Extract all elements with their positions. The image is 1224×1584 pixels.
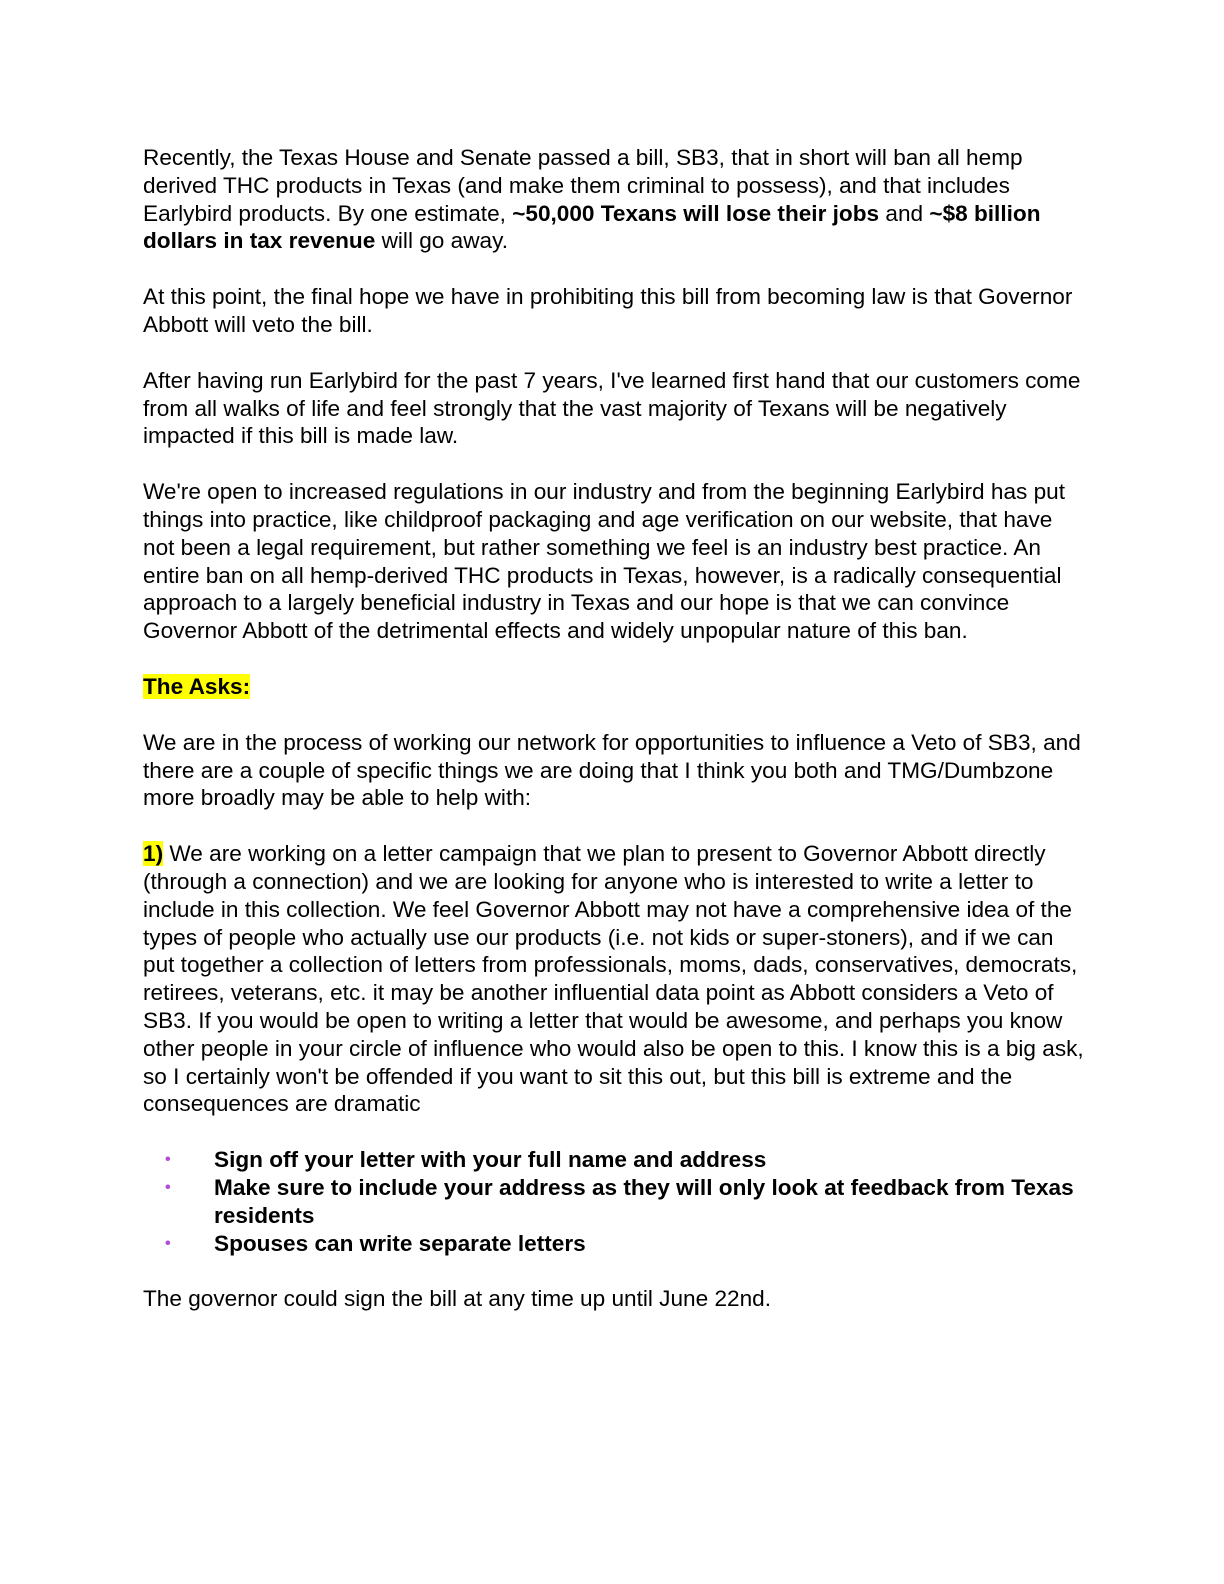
list-item-text: Spouses can write separate letters (214, 1230, 586, 1256)
intro-text: Recently, the Texas House and Senate passed a bill, SB3, that in short will ban all hemp derived THC products in Texas (and make them criminal to possess), and that includes Earlybird products. By one estimate, (143, 145, 1023, 226)
veto-hope-paragraph: At this point, the final hope we have in prohibiting this bill from becoming law is that Governor Abbott will veto the bill. (143, 284, 1073, 337)
bullet-icon: • (165, 1178, 171, 1196)
letter-campaign-text: We are working on a letter campaign that we plan to present to Governor Abbott directly (through a connection) and we are looking for anyone who is interested to write a letter to include in this collection. We feel Governor Abbott may not have a comprehensive idea of the types of people who actually use our products (i.e. not kids or super-stoners), and if we can put together a collection of letters from professionals, moms, dads, conservatives, democrats, retirees, veterans, etc. it may be another influential data point as Abbott considers a Veto of SB3. If you would be open to writing a letter that would be awesome, and perhaps you know other people in your circle of influence who would also be open to this. I know this is a big ask, so I certainly won't be offended if you want to sit this out, but this bill is extreme and the consequences are dramatic (143, 841, 1084, 1117)
bullet-icon: • (165, 1234, 171, 1252)
list-item (143, 1174, 1084, 1230)
intro-paragraph (143, 144, 1084, 255)
bullet-icon: • (165, 1151, 171, 1169)
customers-paragraph: After having run Earlybird for the past 7 years, I've learned first hand that our customers come from all walks of life and feel strongly that the vast majority of Texans will be negatively impacted if this bill is made law. (143, 367, 1081, 449)
deadline-paragraph: The governor could sign the bill at any time up until June 22nd. (143, 1286, 771, 1312)
list-item (143, 1146, 1084, 1174)
asks-heading: The Asks: (143, 673, 251, 699)
list-item (143, 1230, 1084, 1258)
intro-text-end: will go away. (375, 228, 508, 254)
tax-revenue-stat: ~$8 billion dollars in tax revenue (143, 200, 1041, 254)
letter-instructions-list (143, 1146, 1084, 1257)
list-item-text: Make sure to include your address as they will only look at feedback from Texas residents (214, 1174, 1074, 1228)
network-paragraph: We are in the process of working our network for opportunities to influence a Veto of SB3, and there are a couple of specific things we are doing that I think you both and TMG/Dumbzone more broadly may be able to help with: (143, 729, 1081, 811)
asks-heading-paragraph (143, 673, 1084, 701)
letter-campaign-paragraph (143, 840, 1084, 1118)
jobs-lost-stat: ~50,000 Texans will lose their jobs (512, 200, 880, 226)
intro-text-joiner: and (879, 200, 930, 226)
list-item-text: Sign off your letter with your full name and address (214, 1147, 767, 1173)
ask-number: 1) (143, 841, 164, 867)
regulations-paragraph: We're open to increased regulations in our industry and from the beginning Earlybird has put things into practice, like childproof packaging and age verification on our website, that have not been a legal requirement, but rather something we feel is an industry best practice. An entire ban on all hemp-derived THC products in Texas, however, is a radically consequential approach to a largely beneficial industry in Texas and our hope is that we can convince Governor Abbott of the detrimental effects and widely unpopular nature of this ban. (143, 479, 1065, 644)
